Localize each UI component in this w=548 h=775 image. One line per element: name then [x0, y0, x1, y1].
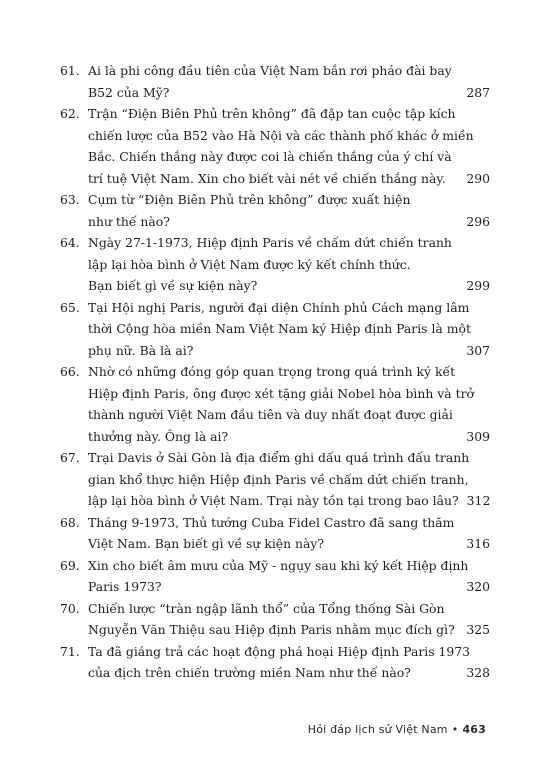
- entry-number: 66.: [60, 364, 80, 379]
- entry-line-text: thành người Việt Nam đầu tiên và duy nhất đoạt được giải: [88, 407, 453, 422]
- entry-line-text: Nhờ có những đóng góp quan trọng trong quá trình ký kết: [88, 364, 456, 379]
- entry-question: [88, 641, 490, 684]
- entry-line-text: lập lại hòa bình ở Việt Nam. Trại này tồn tại trong bao lâu?: [88, 493, 459, 508]
- entry-number: 71.: [60, 643, 80, 659]
- entry-question: [88, 361, 490, 447]
- entry-line: [88, 662, 490, 684]
- entry-line-text: Paris 1973?: [88, 579, 162, 594]
- entry-question: [88, 103, 490, 189]
- entry-line-text: gian khổ thực hiện Hiệp định Paris về chấm dứt chiến tranh,: [88, 471, 469, 487]
- entry-line: [88, 146, 490, 168]
- entry-line-text: Ngày 27-1-1973, Hiệp định Paris về chấm dứt chiến tranh: [88, 235, 452, 250]
- entry-line: [88, 211, 490, 233]
- entry-line: [88, 447, 490, 469]
- book-title: Hỏi đáp lịch sử Việt Nam: [307, 723, 448, 736]
- entry-number: 63.: [60, 192, 80, 207]
- entry-line: [88, 533, 490, 555]
- entry-line: [88, 275, 490, 297]
- entry-line: [88, 619, 490, 641]
- entry-line: [88, 125, 490, 147]
- entry-page-number: 328: [466, 665, 490, 680]
- entry-question: [88, 60, 490, 103]
- entry-line-text: Cụm từ “Điện Biên Phủ trên không” được xuất hiện: [88, 192, 411, 207]
- entry-line-text: Hiệp định Paris, ông được xét tặng giải Nobel hòa bình và trở: [88, 385, 474, 401]
- entry-question: [88, 598, 490, 641]
- table-of-contents: [60, 60, 490, 684]
- entry-line-text: Nguyễn Văn Thiệu sau Hiệp định Paris nhằm mục đích gì?: [88, 622, 455, 637]
- entry-line: [88, 555, 490, 577]
- entry-line: [88, 168, 490, 190]
- entry-number: 68.: [60, 514, 80, 530]
- entry-line-text: của địch trên chiến trường miền Nam như thế nào?: [88, 665, 411, 680]
- entry-number: 61.: [60, 63, 80, 78]
- entry-line: [88, 383, 490, 405]
- entry-line: [88, 232, 490, 254]
- entry-page-number: 299: [466, 278, 490, 293]
- entry-line: [88, 490, 490, 512]
- entry-number: 64.: [60, 235, 80, 250]
- entry-line: [88, 576, 490, 598]
- toc-entry: [60, 297, 490, 362]
- entry-number: 67.: [60, 450, 80, 465]
- entry-line: [88, 426, 490, 448]
- entry-page-number: 307: [466, 342, 490, 358]
- entry-line-text: Ai là phi công đầu tiên của Việt Nam bắn rơi pháo đài bay: [88, 63, 452, 78]
- entry-line-text: Xin cho biết âm mưu của Mỹ - ngụy sau khi ký kết Hiệp định: [88, 557, 469, 573]
- entry-question: [88, 512, 490, 555]
- entry-line: [88, 340, 490, 362]
- entry-line: [88, 318, 490, 340]
- entry-line: [88, 60, 490, 82]
- entry-page-number: 287: [466, 84, 490, 100]
- entry-question: [88, 297, 490, 362]
- entry-number: 69.: [60, 557, 80, 573]
- entry-line-text: Tháng 9-1973, Thủ tướng Cuba Fidel Castro đã sang thăm: [88, 514, 455, 530]
- entry-line-text: B52 của Mỹ?: [88, 84, 170, 100]
- entry-page-number: 309: [466, 428, 490, 444]
- toc-entry: [60, 598, 490, 641]
- entry-line-text: Bắc. Chiến thắng này được coi là chiến thắng của ý chí và: [88, 149, 452, 164]
- entry-line-text: Bạn biết gì về sự kiện này?: [88, 278, 258, 293]
- page-number: 463: [462, 723, 486, 736]
- entry-line: [88, 82, 490, 104]
- entry-line: [88, 512, 490, 534]
- entry-line-text: thưởng này. Ông là ai?: [88, 428, 229, 444]
- entry-number: 62.: [60, 106, 80, 121]
- entry-question: [88, 447, 490, 512]
- entry-question: [88, 189, 490, 232]
- entry-page-number: 290: [466, 170, 490, 186]
- entry-line: [88, 189, 490, 211]
- entry-line-text: Chiến lược “tràn ngập lãnh thổ” của Tổng thống Sài Gòn: [88, 600, 445, 616]
- toc-entry: [60, 512, 490, 555]
- entry-line: [88, 297, 490, 319]
- toc-entry: [60, 232, 490, 297]
- toc-entry: [60, 103, 490, 189]
- toc-entry: [60, 447, 490, 512]
- entry-page-number: 325: [466, 622, 490, 637]
- entry-line-text: thời Cộng hòa miền Nam Việt Nam ký Hiệp định Paris là một: [88, 321, 471, 336]
- entry-line: [88, 641, 490, 663]
- entry-line-text: Tại Hội nghị Paris, người đại diện Chính phủ Cách mạng lâm: [88, 299, 470, 315]
- entry-line: [88, 361, 490, 383]
- entry-line: [88, 404, 490, 426]
- entry-line-text: phụ nữ. Bà là ai?: [88, 342, 194, 358]
- toc-entry: [60, 555, 490, 598]
- page-footer: [308, 723, 486, 736]
- entry-number: 65.: [60, 299, 80, 315]
- entry-question: [88, 555, 490, 598]
- entry-line-text: như thế nào?: [88, 213, 170, 229]
- separator-dot: •: [451, 723, 459, 736]
- toc-entry: [60, 189, 490, 232]
- entry-question: [88, 232, 490, 297]
- entry-page-number: 296: [466, 213, 490, 229]
- entry-line-text: Ta đã giáng trả các hoạt động phá hoại Hiệp định Paris 1973: [88, 643, 471, 659]
- toc-entry: [60, 361, 490, 447]
- entry-line-text: chiến lược của B52 vào Hà Nội và các thành phố khác ở miền: [88, 127, 474, 143]
- entry-line: [88, 469, 490, 491]
- entry-page-number: 320: [466, 579, 490, 594]
- entry-line-text: Trại Davis ở Sài Gòn là địa điểm ghi dấu quá trình đấu tranh: [88, 450, 470, 465]
- entry-number: 70.: [60, 600, 80, 616]
- entry-line: [88, 598, 490, 620]
- entry-line: [88, 103, 490, 125]
- entry-line-text: trí tuệ Việt Nam. Xin cho biết vài nét về chiến thắng này.: [88, 170, 446, 186]
- entry-line-text: Việt Nam. Bạn biết gì về sự kiện này?: [88, 536, 325, 551]
- entry-line: [88, 254, 490, 276]
- entry-line-text: lập lại hòa bình ở Việt Nam được ký kết chính thức.: [88, 256, 411, 272]
- entry-page-number: 316: [466, 536, 490, 551]
- entry-page-number: 312: [466, 493, 491, 508]
- toc-entry: [60, 641, 490, 684]
- entry-line-text: Trận “Điện Biên Phủ trên không” đã đập tan cuộc tập kích: [88, 106, 456, 121]
- toc-entry: [60, 60, 490, 103]
